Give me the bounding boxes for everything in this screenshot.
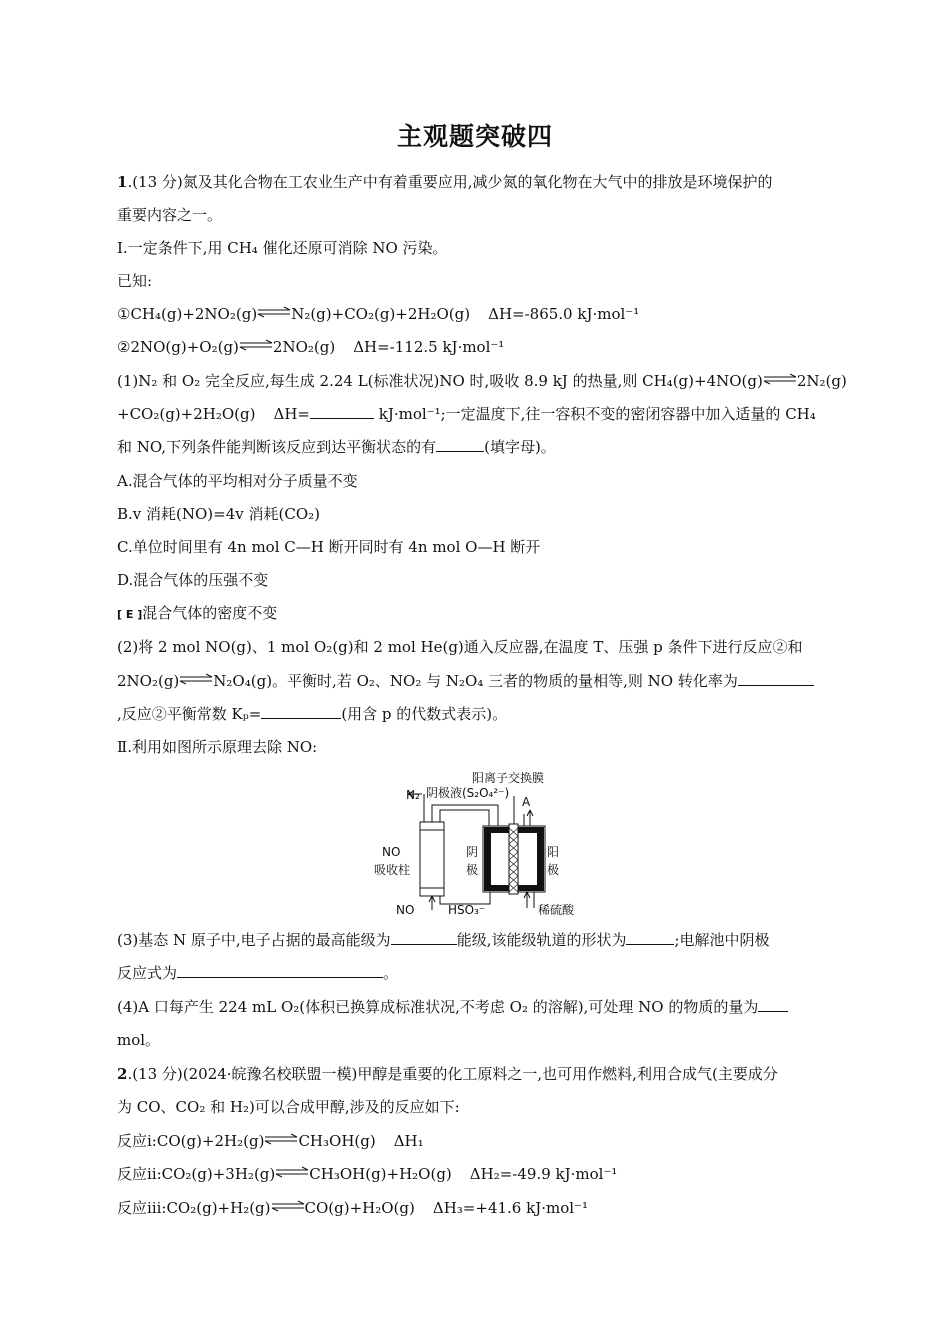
- q1-sub2-line2: 2NO₂(g) N₂O₄(g)。平衡时,若 O₂、NO₂ 与 N₂O₄ 三者的物质的量相等,则 NO 转化率为: [117, 671, 832, 691]
- answer-blank[interactable]: [738, 671, 814, 686]
- answer-blank[interactable]: [261, 704, 341, 719]
- q2-reaction-2: 反应ⅱ:CO₂(g)+3H₂(g) CH₃OH(g)+H₂O(g) ΔH₂=-49.9 kJ·mol⁻¹: [117, 1165, 618, 1183]
- q1-sub4-line1: (4)A 口每产生 224 mL O₂(体积已换算成标准状况,不考虑 O₂ 的溶解),可处理 NO 的物质的量为: [117, 997, 832, 1017]
- q1-sub4-line2: mol。: [117, 1031, 161, 1049]
- acid-label: 稀硫酸: [538, 903, 575, 917]
- answer-blank[interactable]: [310, 404, 374, 419]
- q2-number: 2: [117, 1065, 128, 1083]
- equilibrium-arrow-icon: [257, 307, 291, 317]
- equilibrium-arrow-icon: [763, 374, 797, 384]
- q1-part2-heading: Ⅱ.利用如图所示原理去除 NO:: [117, 738, 318, 756]
- anode-label-1: 阳: [547, 845, 560, 859]
- option-e: [ E ]混合气体的密度不变: [117, 603, 832, 625]
- q1-sub3-line1: (3)基态 N 原子中,电子占据的最高能级为 能级,该能级轨道的形状为 ;电解池中阴极: [117, 931, 770, 949]
- option-e-tag: [ E ]: [117, 608, 143, 621]
- equilibrium-arrow-icon: [179, 674, 213, 684]
- q1-equation-2: ②2NO(g)+O₂(g) 2NO₂(g) ΔH=-112.5 kJ·mol⁻¹: [117, 338, 505, 356]
- q1-part1-heading: Ⅰ.一定条件下,用 CH₄ 催化还原可消除 NO 污染。: [117, 239, 448, 257]
- q1-eq2-enthalpy: ΔH=-112.5 kJ·mol⁻¹: [353, 338, 505, 356]
- q2-r1-enthalpy: ΔH₁: [393, 1132, 424, 1150]
- equilibrium-arrow-icon: [271, 1201, 305, 1211]
- membrane-label: 阳离子交换膜: [472, 771, 545, 785]
- q1-sub1-line1: (1)N₂ 和 O₂ 完全反应,每生成 2.24 L(标准状况)NO 时,吸收 8.9 kJ 的热量,则 CH₄(g)+4NO(g) 2N₂(g): [117, 372, 847, 390]
- no-column-label-2: 吸收柱: [374, 863, 411, 877]
- q1-sub2-line1: (2)将 2 mol NO(g)、1 mol O₂(g)和 2 mol He(g)通入反应器,在温度 T、压强 p 条件下进行反应②和: [117, 638, 803, 656]
- q1-equation-1: ①CH₄(g)+2NO₂(g) N₂(g)+CO₂(g)+2H₂O(g) ΔH=-865.0 kJ·mol⁻¹: [117, 305, 640, 323]
- cathode-label-1: 阴: [466, 845, 479, 859]
- q2-r3-enthalpy: ΔH₃=+41.6 kJ·mol⁻¹: [432, 1199, 588, 1217]
- answer-blank[interactable]: [391, 930, 457, 945]
- catholyte-label: 阴极液(S₂O₄²⁻): [426, 786, 510, 800]
- q2-intro-line2: 为 CO、CO₂ 和 H₂)可以合成甲醇,涉及的反应如下:: [117, 1098, 460, 1116]
- option-a: A.混合气体的平均相对分子质量不变: [117, 472, 358, 490]
- anode-outlet-label: A: [522, 795, 531, 809]
- q1-sub1-line2: +CO₂(g)+2H₂O(g) ΔH= kJ·mol⁻¹;一定温度下,往一容积不变的密闭容器中加入适量的 CH₄: [117, 405, 816, 423]
- q1-known-label: 已知:: [117, 272, 153, 290]
- cathode-plate: [484, 827, 491, 891]
- equilibrium-arrow-icon: [264, 1134, 298, 1144]
- equilibrium-arrow-icon: [275, 1167, 309, 1177]
- q1-number: 1: [117, 173, 128, 191]
- option-c: C.单位时间里有 4n mol C—H 断开同时有 4n mol O—H 断开: [117, 538, 541, 556]
- option-d: D.混合气体的压强不变: [117, 571, 269, 589]
- anode-label-2: 极: [547, 863, 560, 877]
- answer-blank[interactable]: [626, 930, 674, 945]
- q2-intro-line1: 2.(13 分)(2024·皖豫名校联盟一模)甲醇是重要的化工原料之一,也可用作燃料,利用合成气(主要成分: [117, 1065, 778, 1083]
- q2-reaction-1: 反应ⅰ:CO(g)+2H₂(g) CH₃OH(g) ΔH₁: [117, 1132, 424, 1150]
- equilibrium-arrow-icon: [239, 340, 273, 350]
- no-inlet-label: NO: [396, 903, 415, 917]
- electrolysis-diagram: [374, 770, 590, 920]
- q1-intro-line1: 1.(13 分)氮及其化合物在工农业生产中有着重要应用,减少氮的氧化物在大气中的排放是环境保护的: [117, 173, 773, 191]
- option-b: B.v 消耗(NO)=4v 消耗(CO₂): [117, 505, 321, 523]
- q2-reaction-3: 反应ⅲ:CO₂(g)+H₂(g) CO(g)+H₂O(g) ΔH₃=+41.6 kJ·mol⁻¹: [117, 1199, 588, 1217]
- no-column-label-1: NO: [382, 845, 401, 859]
- q1-eq1-enthalpy: ΔH=-865.0 kJ·mol⁻¹: [488, 305, 640, 323]
- page-title: 主观题突破四: [396, 122, 553, 151]
- answer-blank[interactable]: [177, 963, 383, 978]
- n2-label: N₂: [406, 788, 420, 802]
- anode-plate: [537, 827, 544, 891]
- no-absorption-column: [420, 822, 444, 896]
- q1-sub2-line3: ,反应②平衡常数 Kₚ= (用含 p 的代数式表示)。: [117, 705, 508, 723]
- answer-blank[interactable]: [758, 997, 788, 1012]
- q2-r2-enthalpy: ΔH₂=-49.9 kJ·mol⁻¹: [469, 1165, 618, 1183]
- hso3-label: HSO₃⁻: [448, 903, 486, 917]
- q1-intro-line2: 重要内容之一。: [117, 206, 223, 224]
- answer-blank[interactable]: [436, 437, 484, 452]
- cathode-label-2: 极: [466, 863, 479, 877]
- q1-sub3-line2: 反应式为 。: [117, 964, 399, 982]
- q1-sub1-line3: 和 NO,下列条件能判断该反应到达平衡状态的有 (填字母)。: [117, 438, 556, 456]
